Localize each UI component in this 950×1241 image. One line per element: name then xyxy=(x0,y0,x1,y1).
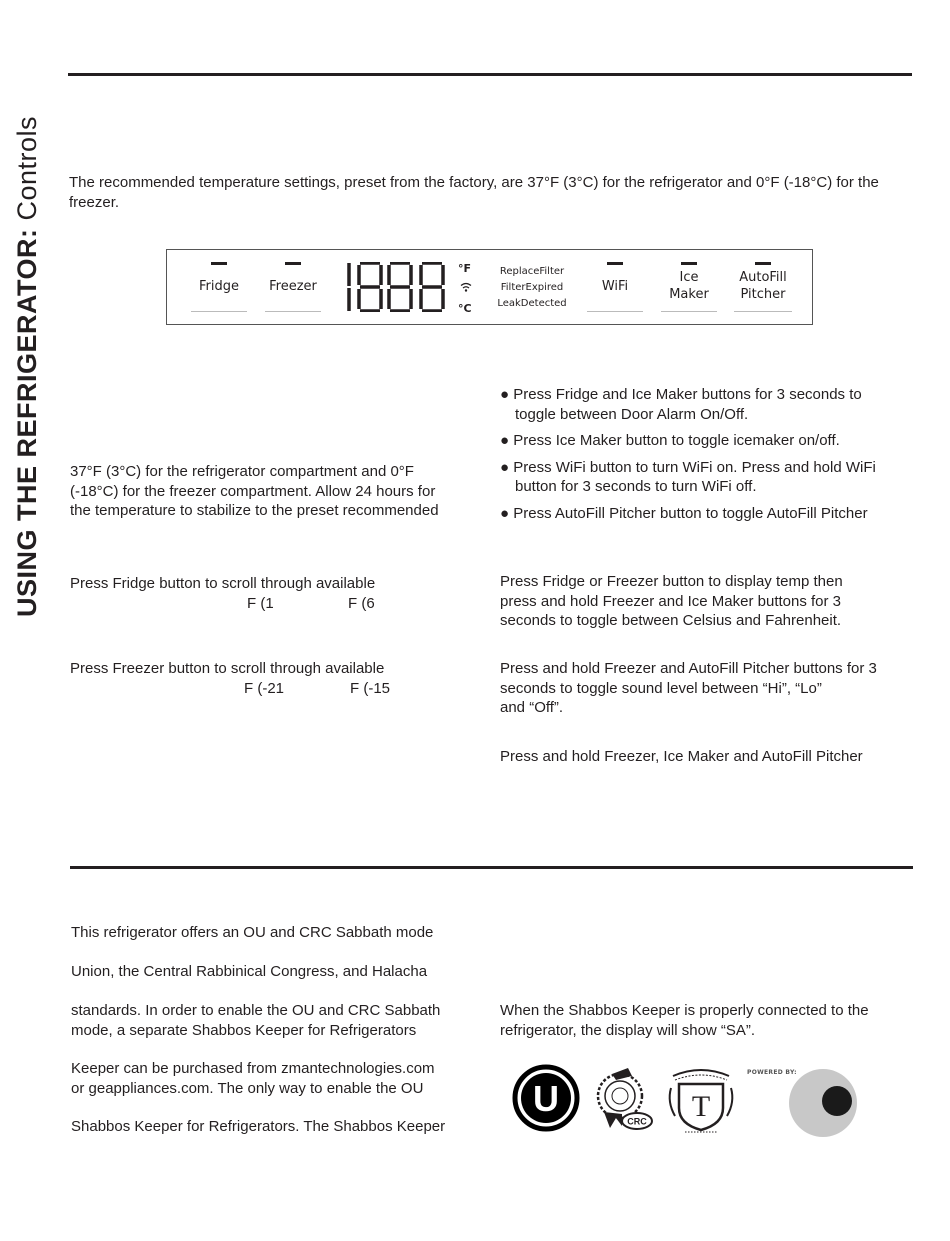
digit-3 xyxy=(389,263,411,311)
intro-paragraph: The recommended temperature settings, preset from the factory, are 37°F (3°C) for the refrigerator and 0°F (-18°C) for the freezer. xyxy=(69,174,879,211)
list-item: ● Press WiFi button to turn WiFi on. Press and hold WiFi button for 3 seconds to turn WiFi off. xyxy=(500,458,876,495)
digit-2 xyxy=(359,263,381,311)
ice-maker-label-line1: Ice xyxy=(679,270,699,285)
replace-filter-indicator: ReplaceFilter xyxy=(499,266,565,277)
freezer-indicator xyxy=(285,262,301,265)
ou-logo-letter: U xyxy=(533,1078,559,1119)
sound-level-paragraph: Press and hold Freezer and AutoFill Pitcher buttons for 3 seconds to toggle sound level between “Hi”, “Lo” and “Off”. xyxy=(500,660,877,716)
unit-celsius: °C xyxy=(458,302,472,315)
sabbath-line-2: Union, the Central Rabbinical Congress, and Halacha xyxy=(71,963,428,980)
seven-segment-display xyxy=(347,262,449,312)
hold-buttons-paragraph: Press and hold Freezer, Ice Maker and AutoFill Pitcher xyxy=(500,748,863,765)
fridge-button[interactable] xyxy=(191,250,247,326)
side-section-title xyxy=(12,116,43,617)
freezer-label: Freezer xyxy=(269,279,317,294)
freezer-button[interactable] xyxy=(265,250,321,326)
leak-detected-indicator: LeakDetected xyxy=(497,298,567,309)
middle-rule xyxy=(70,866,913,869)
autofill-pitcher-button[interactable] xyxy=(734,250,792,326)
powered-by-label: POWERED BY: xyxy=(747,1069,797,1076)
zman-technologies-logo xyxy=(788,1068,858,1138)
list-item: ● Press Fridge and Ice Maker buttons for 3 seconds to toggle between Door Alarm On/Off. xyxy=(500,386,862,423)
control-panel xyxy=(166,249,813,325)
wifi-indicator xyxy=(607,262,623,265)
autofill-indicator xyxy=(755,262,771,265)
sabbath-line-3: standards. In order to enable the OU and CRC Sabbath mode, a separate Shabbos Keeper for Refrigerators xyxy=(71,1002,441,1039)
top-rule xyxy=(68,73,912,76)
unit-fahrenheit: °F xyxy=(458,262,472,275)
crc-label: CRC xyxy=(627,1116,647,1127)
digit-4 xyxy=(421,263,443,311)
crc-kosher-seal xyxy=(592,1066,654,1132)
halacha-t-seal xyxy=(665,1066,737,1136)
wifi-status-icon xyxy=(460,282,472,292)
ice-maker-button[interactable] xyxy=(661,250,717,326)
ou-kosher-logo xyxy=(512,1064,580,1132)
autofill-label-line1: AutoFill xyxy=(739,270,787,285)
freezer-scroll-paragraph: Press Freezer button to scroll through available F (-21 F (-15 xyxy=(70,660,391,697)
side-title-bold: USING THE REFRIGERATOR: xyxy=(12,228,42,617)
temperature-unit-paragraph: Press Fridge or Freezer button to display temp then press and hold Freezer and Ice Maker buttons for 3 seconds to toggle between Celsius and Fahrenheit. xyxy=(500,573,843,629)
t-seal-letter: T xyxy=(691,1090,711,1123)
ice-maker-label-line2: Maker xyxy=(669,287,709,302)
sabbath-line-1: This refrigerator offers an OU and CRC Sabbath mode xyxy=(71,924,434,941)
ice-maker-indicator xyxy=(681,262,697,265)
autofill-label-line2: Pitcher xyxy=(740,287,786,302)
fridge-indicator xyxy=(211,262,227,265)
temperature-preset-paragraph: 37°F (3°C) for the refrigerator compartment and 0°F (-18°C) for the freezer compartment. Allow 24 hours for the temperature to stabilize to the preset recommended xyxy=(70,463,439,519)
sabbath-line-4: Keeper can be purchased from zmantechnologies.com or geappliances.com. The only way to enable the OU xyxy=(71,1060,435,1097)
shabbos-keeper-paragraph: When the Shabbos Keeper is properly connected to the refrigerator, the display will show “SA”. xyxy=(500,1002,869,1039)
filter-expired-indicator: FilterExpired xyxy=(500,282,564,293)
list-item: ● Press AutoFill Pitcher button to toggle AutoFill Pitcher xyxy=(500,504,868,522)
fridge-label: Fridge xyxy=(199,279,239,294)
fridge-scroll-paragraph: Press Fridge button to scroll through available F (1 F (6 xyxy=(70,575,376,612)
wifi-label: WiFi xyxy=(601,279,629,294)
side-title-light: Controls xyxy=(12,115,42,229)
list-item: ● Press Ice Maker button to toggle icemaker on/off. xyxy=(500,432,840,449)
filter-status-indicators xyxy=(495,264,569,312)
wifi-button[interactable] xyxy=(587,250,643,326)
sabbath-line-5: Shabbos Keeper for Refrigerators. The Shabbos Keeper xyxy=(71,1118,446,1135)
button-functions-list xyxy=(500,385,920,523)
